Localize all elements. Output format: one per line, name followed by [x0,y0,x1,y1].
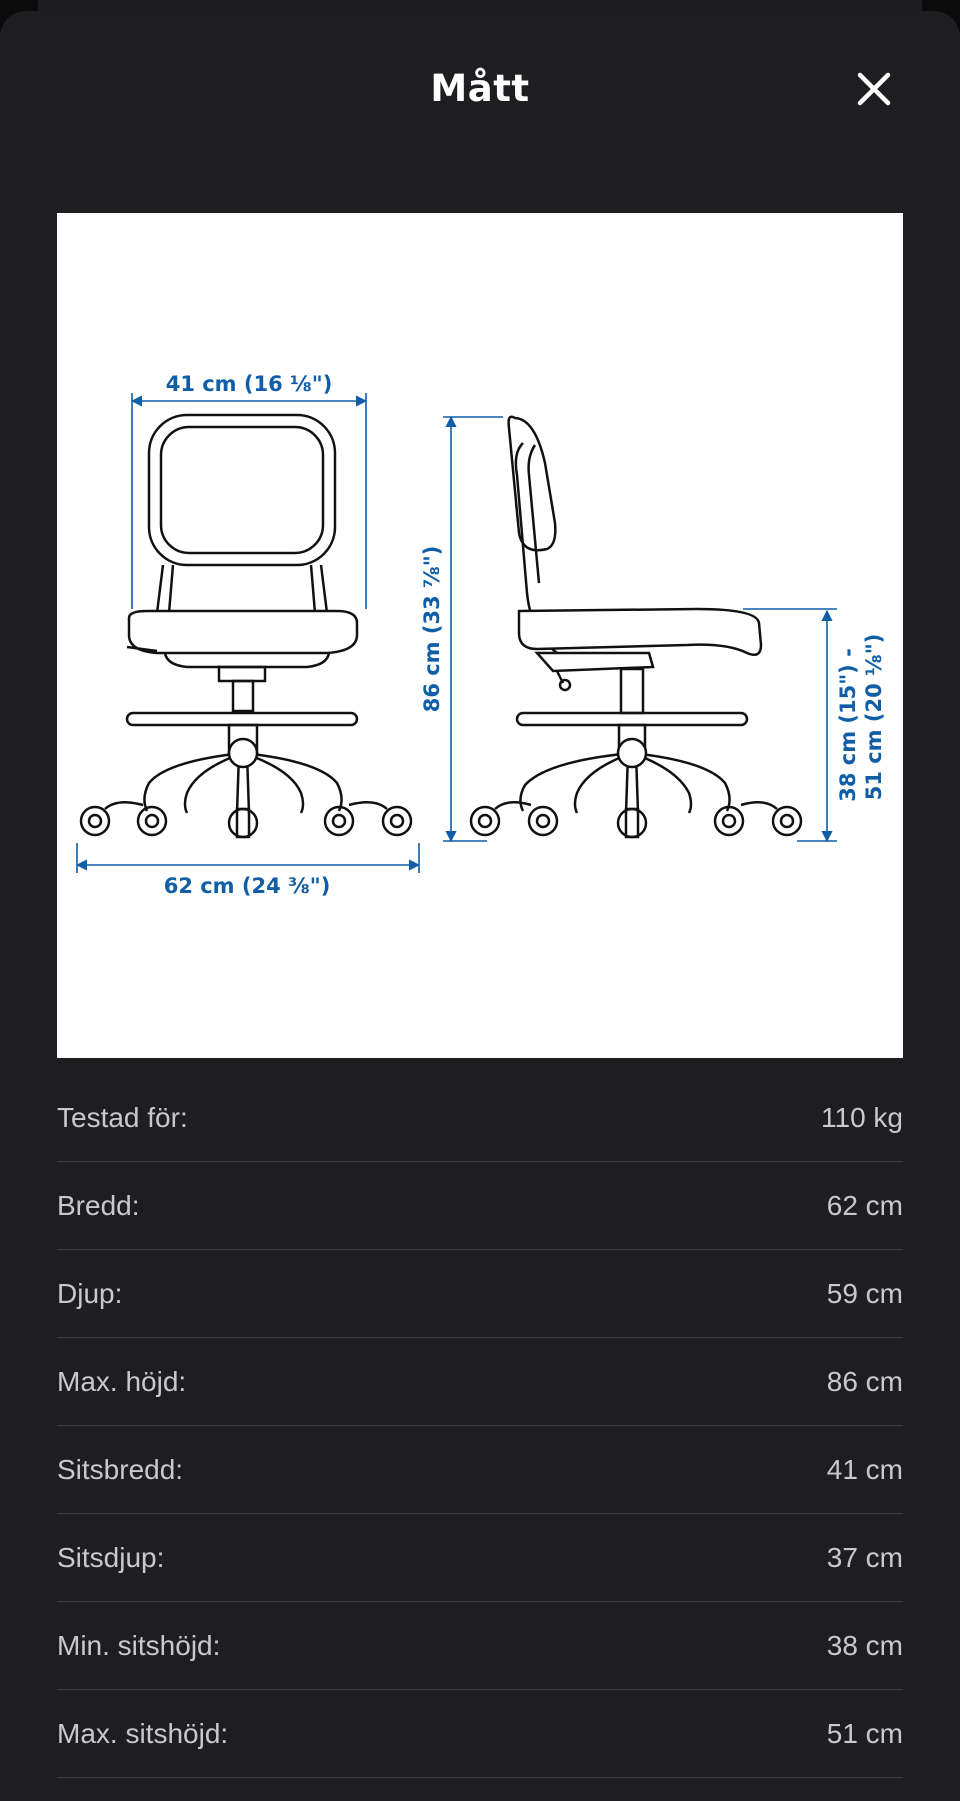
spec-row-width [57,1162,903,1250]
spec-row-max-height [57,1338,903,1426]
spec-row-depth [57,1250,903,1338]
spec-label: Sitsbredd: [57,1453,184,1485]
spec-row-min-seat-height [57,1602,903,1690]
spec-value: 37 cm [826,1541,903,1573]
spec-label: Bredd: [57,1189,140,1221]
spec-value: 59 cm [826,1277,903,1309]
spec-value: 62 cm [826,1189,903,1221]
base-width-label: 62 cm (24 ⅜") [163,874,331,898]
product-dimension-image [57,213,903,1058]
spec-label: Sitsdjup: [57,1541,165,1573]
spec-label: Min. sitshöjd: [57,1629,221,1661]
spec-list [57,1074,903,1778]
chair-side-view [471,417,801,837]
front-width-label: 41 cm (16 ⅛") [165,372,333,396]
spec-label: Max. sitshöjd: [57,1717,229,1749]
spec-value: 110 kg [821,1101,903,1133]
spec-row-seat-width [57,1426,903,1514]
seat-height-label-2: 51 cm (20 ⅛") [862,633,886,801]
chair-front-view [81,415,411,837]
spec-value: 38 cm [826,1629,903,1661]
spec-value: 86 cm [826,1365,903,1397]
spec-row-seat-depth [57,1514,903,1602]
spec-label: Djup: [57,1277,123,1309]
spec-label: Max. höjd: [57,1365,187,1397]
total-height-label: 86 cm (33 ⅞") [420,545,444,713]
close-icon [852,67,896,111]
spec-row-max-seat-height [57,1690,903,1778]
spec-value: 51 cm [826,1717,903,1749]
spec-value: 41 cm [826,1453,903,1485]
close-button[interactable] [852,67,896,111]
dimensions-sheet [0,11,960,1801]
spec-row-tested-for [57,1074,903,1162]
sheet-title: Mått [430,67,530,110]
spec-label: Testad för: [57,1101,188,1133]
seat-height-label-1: 38 cm (15") - [836,648,860,802]
